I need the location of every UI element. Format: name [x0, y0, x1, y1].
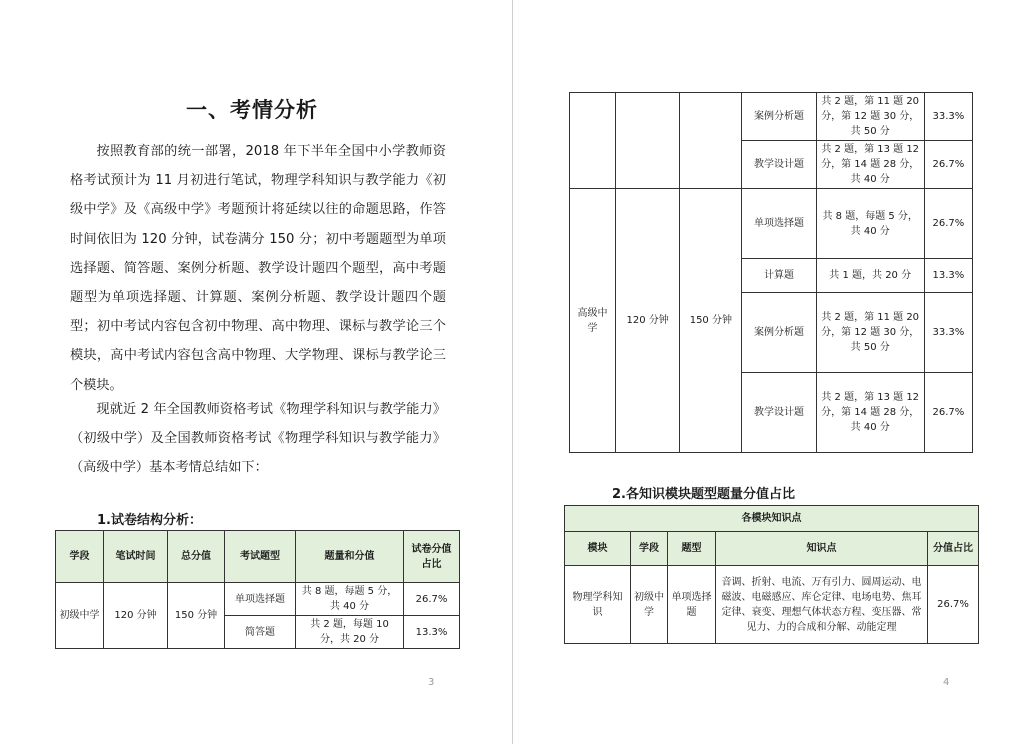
table-row: [570, 189, 973, 259]
table-row: [56, 583, 460, 616]
intro-paragraph: 按照教育部的统一部署，2018 年下半年全国中小学教师资格考试预计为 11 月初进行笔试，物理学科知识与教学能力《初级中学》及《高级中学》考题预计将延续以往的命题思路，作答时间依旧为 120 分钟，试卷满分 150 分；初中考题题型为单项选择题、简答题、案例分析题、教学设计题四个题型，高中考题题型为单项选择题、计算题、案例分析题、教学设计题四个题型；初中考试内容包含初中物理、高中物理、课标与教学论三个模块，高中考试内容包含高中物理、大学物理、课标与教学论三个模块。: [70, 144, 446, 393]
header-stage: 学段: [631, 532, 668, 566]
cell-amount: 共 1 题，共 20 分: [816, 259, 924, 293]
cell-amount: 共 2 题，第 11 题 20 分，第 12 题 30 分，共 50 分: [816, 293, 924, 373]
cell-type: 案例分析题: [742, 93, 816, 141]
header-ratio: 分值占比: [928, 532, 979, 566]
cell-points: 音调、折射、电流、万有引力、圆周运动、电磁波、电磁感应、库仑定律、电场电势、焦耳定律、衰变、理想气体状态方程、变压器、常见力、力的合成和分解、动能定理: [716, 566, 928, 644]
cell-type: 教学设计题: [742, 141, 816, 189]
cell-ratio: 13.3%: [924, 259, 972, 293]
structure-table-junior: [55, 530, 460, 649]
knowledge-section-title: 2.各知识模块题型题量分值占比: [612, 487, 795, 502]
cell-ratio: 26.7%: [928, 566, 979, 644]
cell-amount: 共 2 题，每题 10 分，共 20 分: [296, 616, 404, 649]
cell-ratio: 33.3%: [924, 293, 972, 373]
cell-total: 150 分钟: [680, 189, 742, 453]
cell-time: 120 分钟: [104, 583, 168, 649]
cell-amount: 共 2 题，第 11 题 20 分，第 12 题 30 分，共 50 分: [816, 93, 924, 141]
structure-section-title: 1.试卷结构分析：: [97, 513, 202, 528]
cell-amount: 共 8 题，每题 5 分，共 40 分: [816, 189, 924, 259]
page-4: [513, 0, 1024, 744]
table-header-row: [56, 531, 460, 583]
cell-type: 单项选择题: [742, 189, 816, 259]
table-caption-row: [565, 506, 979, 532]
header-total: 总分值: [168, 531, 225, 583]
header-module: 模块: [565, 532, 631, 566]
header-type: 题型: [668, 532, 716, 566]
cell-stage: 初级中学: [56, 583, 104, 649]
header-time: 笔试时间: [104, 531, 168, 583]
cell-amount: 共 8 题，每题 5 分，共 40 分: [296, 583, 404, 616]
page-number: 4: [943, 677, 950, 688]
cell-type: 单项选择题: [225, 583, 296, 616]
cell-total: 150 分钟: [168, 583, 225, 649]
cell-ratio: 26.7%: [924, 373, 972, 453]
section-heading: 一、考情分析: [186, 98, 318, 122]
cell-ratio: 26.7%: [924, 189, 972, 259]
header-amount: 题量和分值: [296, 531, 404, 583]
header-stage: 学段: [56, 531, 104, 583]
cell-ratio: 33.3%: [924, 93, 972, 141]
table-row: [570, 93, 973, 141]
cell-amount: 共 2 题，第 13 题 12 分，第 14 题 28 分，共 40 分: [816, 141, 924, 189]
cell-stage: 高级中学: [570, 189, 616, 453]
cell-ratio: 26.7%: [404, 583, 460, 616]
knowledge-caption: 各模块知识点: [565, 506, 979, 532]
header-type: 考试题型: [225, 531, 296, 583]
structure-table-continued: [569, 92, 973, 453]
cell-time-empty: [616, 93, 680, 189]
knowledge-table: [564, 505, 979, 644]
table-header-row: [565, 532, 979, 566]
cell-stage-empty: [570, 93, 616, 189]
cell-module: 物理学科知识: [565, 566, 631, 644]
header-points: 知识点: [716, 532, 928, 566]
summary-paragraph: 现就近 2 年全国教师资格考试《物理学科知识与教学能力》（初级中学）及全国教师资格考试《物理学科知识与教学能力》（高级中学）基本考情总结如下：: [70, 402, 446, 476]
cell-amount: 共 2 题，第 13 题 12 分，第 14 题 28 分，共 40 分: [816, 373, 924, 453]
cell-type: 计算题: [742, 259, 816, 293]
cell-type: 案例分析题: [742, 293, 816, 373]
cell-type: 单项选择题: [668, 566, 716, 644]
table-row: [565, 566, 979, 644]
page-number: 3: [428, 677, 435, 688]
cell-type: 简答题: [225, 616, 296, 649]
cell-type: 教学设计题: [742, 373, 816, 453]
cell-ratio: 26.7%: [924, 141, 972, 189]
cell-total-empty: [680, 93, 742, 189]
header-ratio: 试卷分值占比: [404, 531, 460, 583]
cell-stage: 初级中学: [631, 566, 668, 644]
cell-time: 120 分钟: [616, 189, 680, 453]
cell-ratio: 13.3%: [404, 616, 460, 649]
